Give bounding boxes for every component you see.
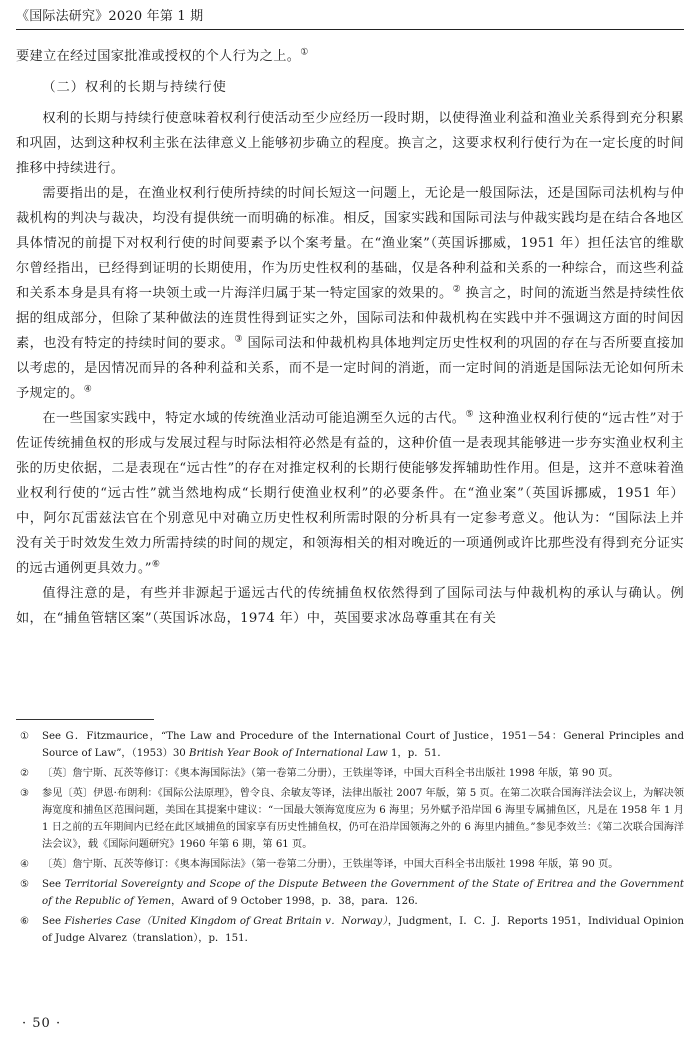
footnote-text: 参见〔英〕伊恩·布朗利：《国际公法原理》，曾令良、余敏友等译，法律出版社 2007 年版，第 5 页。在第二次联合国海洋法会议上，为解决领海宽度和捕鱼区范围问题，美国在其提案中建议：“一国最大领海宽度应为 6 海里；另外赋予沿岸国 6 海里专属捕鱼区，凡是在 1958 年 1 月 1 日之前的五年期间内已经在此区域捕鱼的国家享有历史性捕鱼权，仍可在沿岸国领海之外的 6 海里内捕鱼。”参见李效兰：《第二次联合国海洋法会议》，载《国际问题研究》1960 年第 6 期，第 61 页。 bbox=[42, 788, 684, 850]
footnote-text: See Fisheries Case（United Kingdom of Great Britain v．Norway），Judgment，I．C．J．Reports 1951，Individual Opinion of Judge Alvarez（translation），p．151． bbox=[42, 916, 684, 944]
section-heading: （二）权利的长期与持续行使 bbox=[42, 80, 227, 95]
footnote-separator bbox=[16, 719, 154, 720]
journal-title: 《国际法研究》2020 年第 1 期 bbox=[16, 9, 204, 24]
footnote-mark: ① bbox=[20, 731, 30, 742]
page-number: · 50 · bbox=[22, 1016, 62, 1031]
footnote-text: See Territorial Sovereignty and Scope of the Dispute Between the Government of the State of Eritrea and the Government of the Republic of Yemen，Award of 9 October 1998，p．38，para．126． bbox=[42, 879, 684, 907]
footnote-mark: ③ bbox=[20, 788, 30, 799]
footnote-item bbox=[16, 913, 684, 947]
footnote-text: 〔英〕詹宁斯、瓦茨等修订：《奥本海国际法》（第一卷第二分册），王铁崖等译，中国大百科全书出版社 1998 年版，第 90 页。 bbox=[42, 859, 619, 870]
paragraph: 在一些国家实践中，特定水域的传统渔业活动可能追溯至久远的古代。⑤ 这种渔业权利行使的“远古性”对于佐证传统捕鱼权的形成与发展过程与时际法相符必然是有益的，这种价值一是表现其能够进一步夯实渔业权利主张的历史依据，二是表现在“远古性”的存在对推定权利的长期行使能够发挥辅助性作用。但是，这并不意味着渔业权利行使的“远古性”就当然地构成“长期行使渔业权利”的必要条件。在“渔业案”（英国诉挪威，1951 年）中，阿尔瓦雷兹法官在个别意见中对确立历史性权利所需时限的分析具有一定参考意义。他认为：“国际法上并没有关于时效发生效力所需持续的时间的规定，和领海相关的相对晚近的一项通例或许比那些没有得到充分证实的远古通例更具效力。”⑥ bbox=[16, 409, 684, 576]
footnote-ref-1[interactable]: ① bbox=[300, 47, 309, 58]
running-header bbox=[16, 8, 684, 30]
paragraph: 权利的长期与持续行使意味着权利行使活动至少应经历一段时期，以使得渔业利益和渔业关系得到充分积累和巩固，达到这种权利主张在法律意义上能够初步确立的程度。换言之，这要求权利行使行为在一定长度的时间推移中持续进行。 bbox=[16, 111, 684, 176]
paragraph: 需要指出的是，在渔业权利行使所持续的时间长短这一问题上，无论是一般国际法，还是国际司法机构与仲裁机构的判决与裁决，均没有提供统一而明确的标准。相反，国家实践和国际司法与仲裁实践均是在结合各地区具体情况的前提下对权利行使的时间要素予以个案考量。在“渔业案”（英国诉挪威，1951 年）担任法官的维歇尔曾经指出，已经得到证明的长期使用，作为历史性权利的基础，仅是各种利益和关系的一种综合，而这些利益和关系本身是具有将一块领土或一片海洋归属于某一特定国家的效果的。② 换言之，时间的流逝当然是持续性依据的组成部分，但除了某种做法的连贯性得到证实之外，国际司法和仲裁机构在实践中并不强调这方面的时间因素，也没有特定的持续时间的要求。③ 国际司法和仲裁机构具体地判定历史性权利的巩固的存在与否所要直接加以考虑的，是因情况而异的各种利益和关系，而不是一定时间的消逝，而一定时间的消逝是国际法无论如何所未予规定的。④ bbox=[16, 186, 685, 401]
footnote-ref-4[interactable]: ④ bbox=[83, 384, 93, 395]
footnote-item bbox=[16, 765, 684, 782]
footnote-text: 〔英〕詹宁斯、瓦茨等修订：《奥本海国际法》（第一卷第二分册），王铁崖等译，中国大百科全书出版社 1998 年版，第 90 页。 bbox=[42, 768, 619, 779]
paragraph-continuation: 要建立在经过国家批准或授权的个人行为之上。① bbox=[16, 47, 309, 64]
footnote-item bbox=[16, 876, 684, 910]
footnote-mark: ② bbox=[20, 768, 30, 779]
footnote-ref-3[interactable]: ③ bbox=[234, 334, 243, 345]
paragraph: 值得注意的是，有些并非源起于遥远古代的传统捕鱼权依然得到了国际司法与仲裁机构的承认与确认。例如，在“捕鱼管辖区案”（英国诉冰岛，1974 年）中，英国要求冰岛尊重其在有关 bbox=[16, 586, 684, 626]
main-text bbox=[16, 44, 684, 631]
footnote-ref-2[interactable]: ② bbox=[452, 284, 462, 295]
footnote-text: See G．Fitzmaurice，“The Law and Procedure of the International Court of Justice，1951－54：General Principles and Source of Law”，（1953）30 British Year Book of International Law 1，p．51． bbox=[42, 731, 684, 759]
footnote-item bbox=[16, 785, 684, 853]
footnote-ref-6[interactable]: ⑥ bbox=[151, 559, 161, 570]
footnotes bbox=[16, 728, 684, 950]
footnote-mark: ④ bbox=[20, 859, 30, 870]
footnote-mark: ⑤ bbox=[20, 879, 30, 890]
footnote-mark: ⑥ bbox=[20, 916, 30, 927]
footnote-item bbox=[16, 856, 684, 873]
footnote-item bbox=[16, 728, 684, 762]
footnote-ref-5[interactable]: ⑤ bbox=[465, 409, 474, 420]
